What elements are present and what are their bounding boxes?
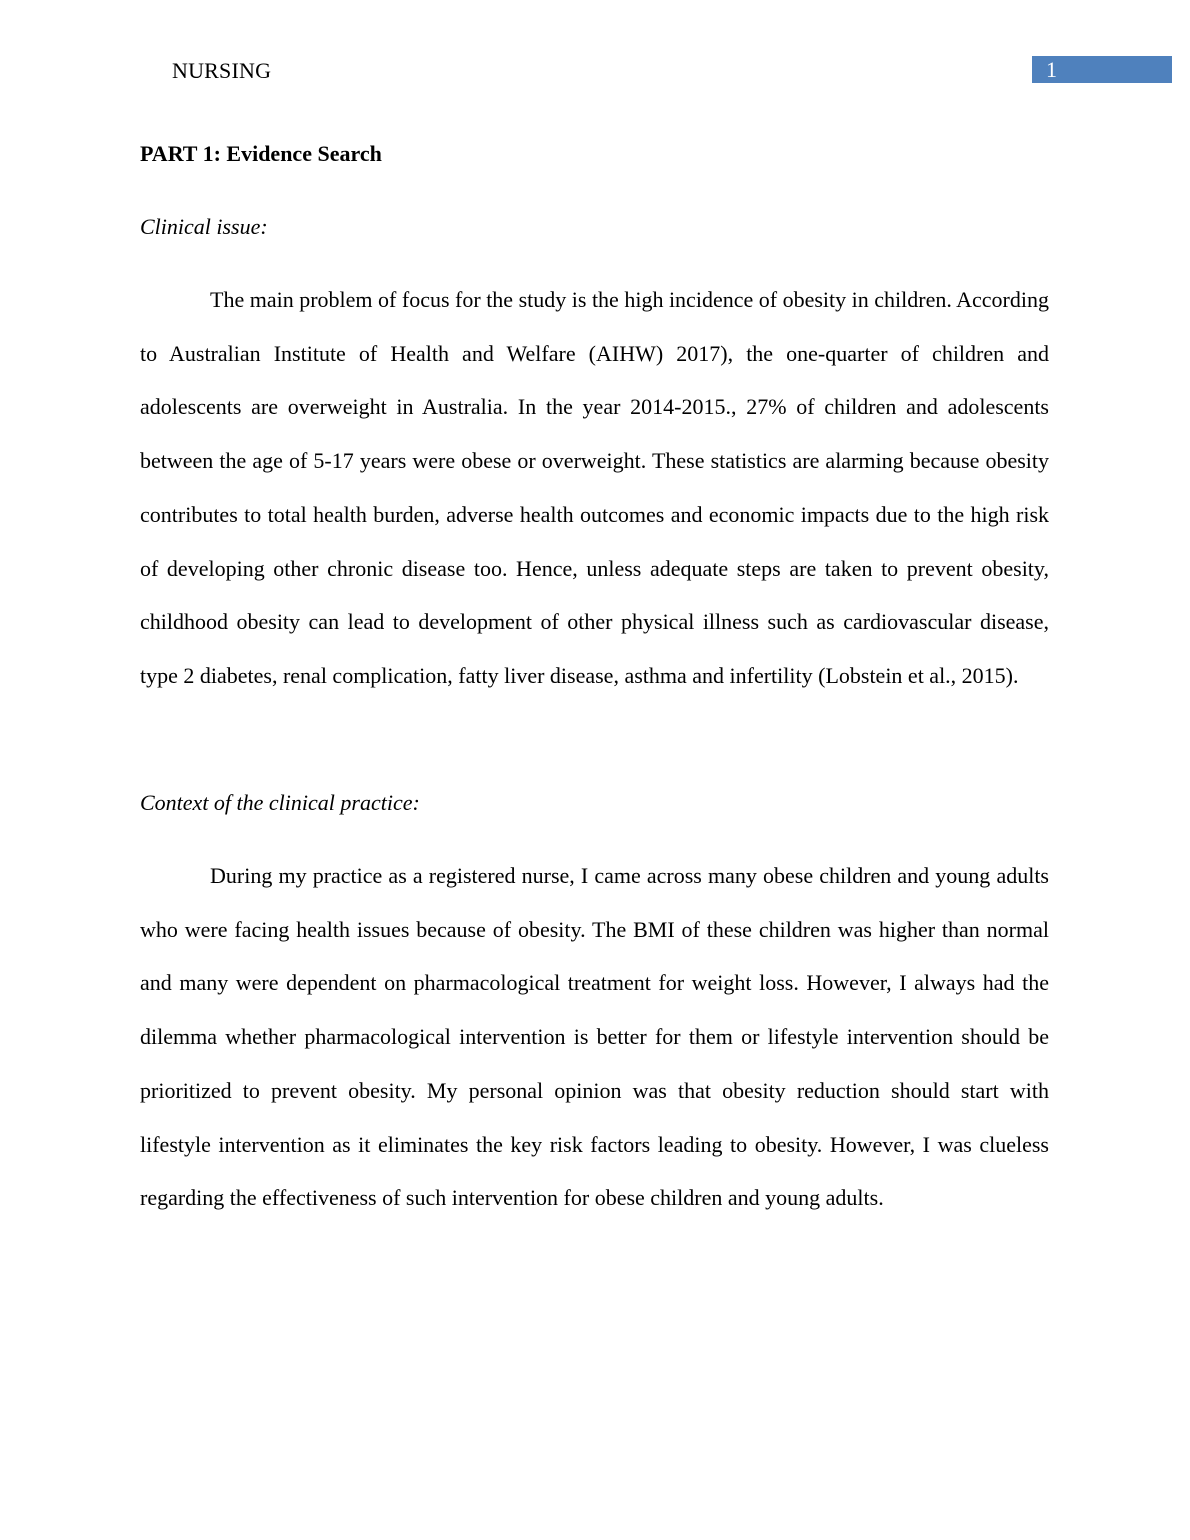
page-number-badge — [1032, 56, 1172, 83]
part-title: PART 1: Evidence Search — [140, 141, 382, 166]
section-heading-clinical-context: Context of the clinical practice: — [140, 790, 420, 815]
running-header-title: NURSING — [172, 58, 272, 83]
page-number: 1 — [1046, 57, 1057, 82]
section-heading-clinical-issue: Clinical issue: — [140, 214, 268, 239]
paragraph-clinical-issue: The main problem of focus for the study is the high incidence of obesity in children. According to Australian Institute of Health and Welfare (AIHW) 2017), the one-quarter of children and adolescents are overweight in Australia. In the year 2014-2015., 27% of children and adolescents between the age of 5-17 years were obese or overweight. These statistics are alarming because obesity contributes to total health burden, adverse health outcomes and economic impacts due to the high risk of developing other chronic disease too. Hence, unless adequate steps are taken to prevent obesity, childhood obesity can lead to development of other physical illness such as cardiovascular disease, type 2 diabetes, renal complication, fatty liver disease, asthma and infertility (Lobstein et al., 2015). — [140, 287, 1049, 688]
paragraph-clinical-context: During my practice as a registered nurse, I came across many obese children and young adults who were facing health issues because of obesity. The BMI of these children was higher than normal and many were dependent on pharmacological treatment for weight loss. However, I always had the dilemma whether pharmacological intervention is better for them or lifestyle intervention should be prioritized to prevent obesity. My personal opinion was that obesity reduction should start with lifestyle intervention as it eliminates the key risk factors leading to obesity. However, I was clueless regarding the effectiveness of such intervention for obese children and young adults. — [140, 863, 1049, 1211]
